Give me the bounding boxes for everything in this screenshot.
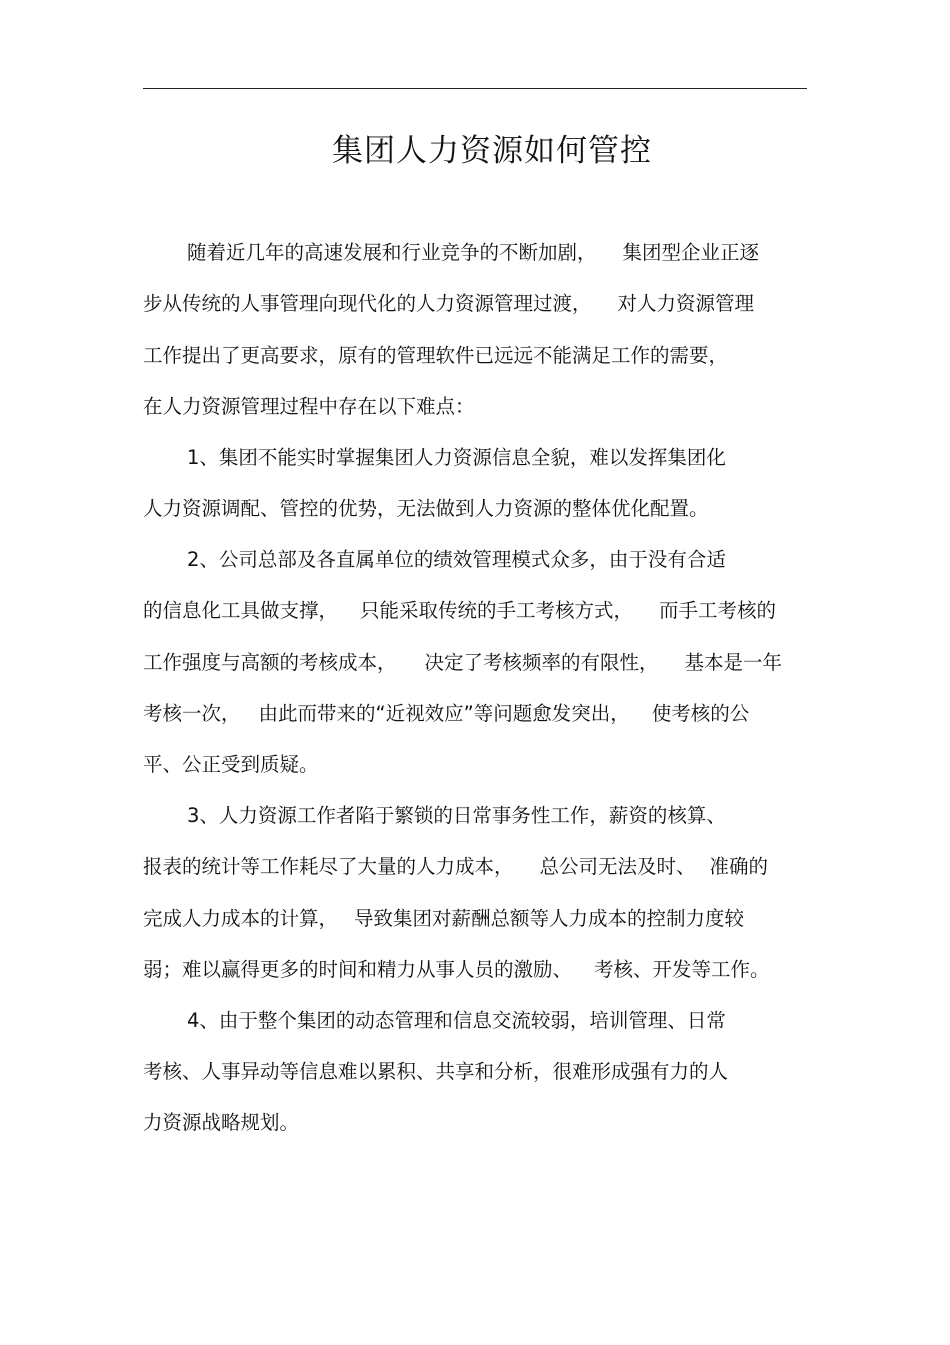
line-segment: 4、由于整个集团的动态管理和信息交流较弱，培训管理、日常 (187, 1009, 726, 1032)
text-line (187, 547, 726, 573)
document-title: 集团人力资源如何管控 (332, 133, 652, 169)
text-line (143, 752, 319, 778)
line-segment: 而手工考核的 (659, 599, 777, 622)
line-segment: 导致集团对薪酬总额等人力成本的控制力度较 (354, 907, 745, 930)
text-line (143, 650, 782, 676)
line-segment: 只能采取传统的手工考核方式， (360, 599, 634, 622)
line-segment: 3、人力资源工作者陷于繁锁的日常事务性工作，薪资的核算、 (187, 804, 726, 827)
text-line (143, 291, 754, 317)
line-segment: 准确的 (709, 855, 769, 878)
line-segment: 考核、人事异动等信息难以累积、共享和分析，很难形成强有力的人 (143, 1060, 729, 1083)
line-segment: 报表的统计等工作耗尽了大量的人力成本， (143, 855, 514, 878)
line-segment: 的信息化工具做支撑， (143, 599, 339, 622)
text-line (143, 394, 475, 420)
line-segment: 人力资源调配、管控的优势，无法做到人力资源的整体优化配置。 (143, 497, 709, 520)
line-segment: 总公司无法及时、 (539, 855, 696, 878)
line-segment: 工作强度与高额的考核成本， (143, 651, 397, 674)
line-segment: 平、公正受到质疑。 (143, 753, 319, 776)
line-segment: 1、集团不能实时掌握集团人力资源信息全貌，难以发挥集团化 (187, 446, 726, 469)
text-line (143, 701, 749, 727)
line-segment: 考核一次， (143, 702, 241, 725)
text-line (143, 906, 744, 932)
line-segment: 2、公司总部及各直属单位的绩效管理模式众多，由于没有合适 (187, 548, 726, 571)
text-line (143, 1110, 299, 1136)
line-segment: 集团型企业正逐 (622, 241, 760, 264)
text-line (143, 496, 709, 522)
line-segment: 工作提出了更高要求，原有的管理软件已远远不能满足工作的需要， (143, 344, 729, 367)
text-line (187, 803, 726, 829)
line-segment: 随着近几年的高速发展和行业竞争的不断加剧， (187, 241, 597, 264)
line-segment: 决定了考核频率的有限性， (424, 651, 659, 674)
line-segment: 基本是一年 (684, 651, 783, 674)
line-segment: 步从传统的人事管理向现代化的人力资源管理过渡， (143, 292, 592, 315)
text-line (143, 598, 776, 624)
text-line (143, 854, 768, 880)
line-segment: 完成人力成本的计算， (143, 907, 339, 930)
text-line (143, 1059, 728, 1085)
line-segment: 弱；难以赢得更多的时间和精力从事人员的激励、 (143, 958, 573, 981)
text-line (143, 343, 728, 369)
text-line (187, 240, 759, 266)
line-segment: 力资源战略规划。 (143, 1111, 300, 1134)
text-line (187, 445, 726, 471)
line-segment: 考核、开发等工作。 (594, 958, 770, 981)
text-line (143, 957, 770, 983)
line-segment: 由此而带来的“近视效应”等问题愈发突出， (258, 702, 630, 725)
line-segment: 使考核的公 (651, 702, 750, 725)
header-rule (143, 88, 807, 89)
line-segment: 对人力资源管理 (617, 292, 755, 315)
line-segment: 在人力资源管理过程中存在以下难点： (143, 395, 475, 418)
text-line (187, 1008, 726, 1034)
